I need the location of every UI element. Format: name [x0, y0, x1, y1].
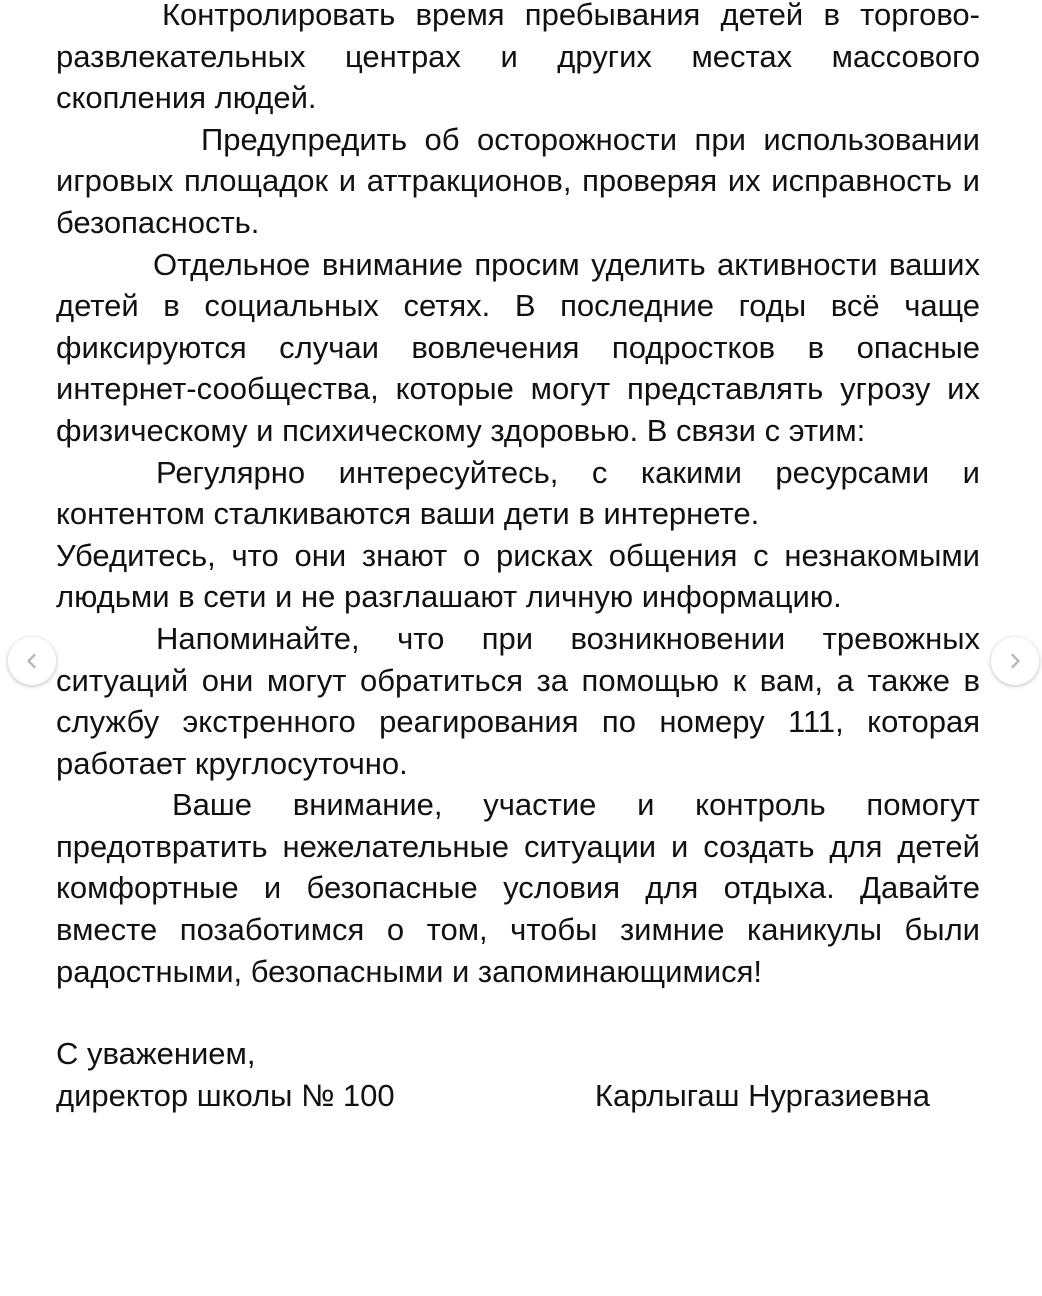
signature-line [56, 1075, 930, 1117]
paragraph-playground-caution: Предупредить об осторожности при использовании игровых площадок и аттракционов, проверяя их исправность и безопасность. [56, 121, 980, 240]
carousel-prev-button[interactable] [8, 637, 56, 685]
signature-position: директор школы № 100 [56, 1077, 395, 1113]
signature-name: Карлыгаш Нургазиевна [594, 1077, 930, 1113]
chevron-right-icon [1005, 651, 1025, 671]
signature-block [56, 1033, 980, 1116]
paragraph-social-networks: Отдельное внимание просим уделить активности ваших детей в социальных сетях. В последние годы всё чаще фиксируются случаи вовлечения подростков в опасные интернет-сообщества, которые могут представлять угрозу их физическому и психическому здоровью. В связи с этим: [56, 246, 980, 448]
signature-closing: С уважением, [56, 1036, 256, 1072]
paragraph-control-time: Контролировать время пребывания детей в торгово-развлекательных центрах и других местах массового скопления людей. [56, 0, 980, 116]
chevron-left-icon [22, 651, 42, 671]
paragraph-monitor-content: Регулярно интересуйтесь, с какими ресурсами и контентом сталкиваются ваши дети в интернете. [56, 454, 980, 532]
document-body [56, 0, 980, 1116]
paragraph-emergency-service: Напоминайте, что при возникновении тревожных ситуаций они могут обратиться за помощью к вам, а также в службу экстренного реагирования по номеру 111, которая работает круглосуточно. [56, 620, 980, 781]
carousel-next-button[interactable] [991, 637, 1039, 685]
paragraph-online-risks: Убедитесь, что они знают о рисках общения с незнакомыми людьми в сети и не разглашают личную информацию. [56, 537, 980, 615]
paragraph-closing-appeal: Ваше внимание, участие и контроль помогут предотвратить нежелательные ситуации и создать для детей комфортные и безопасные условия для отдыха. Давайте вместе позаботимся о том, чтобы зимние каникулы были радостными, безопасными и запоминающимися! [56, 787, 980, 989]
